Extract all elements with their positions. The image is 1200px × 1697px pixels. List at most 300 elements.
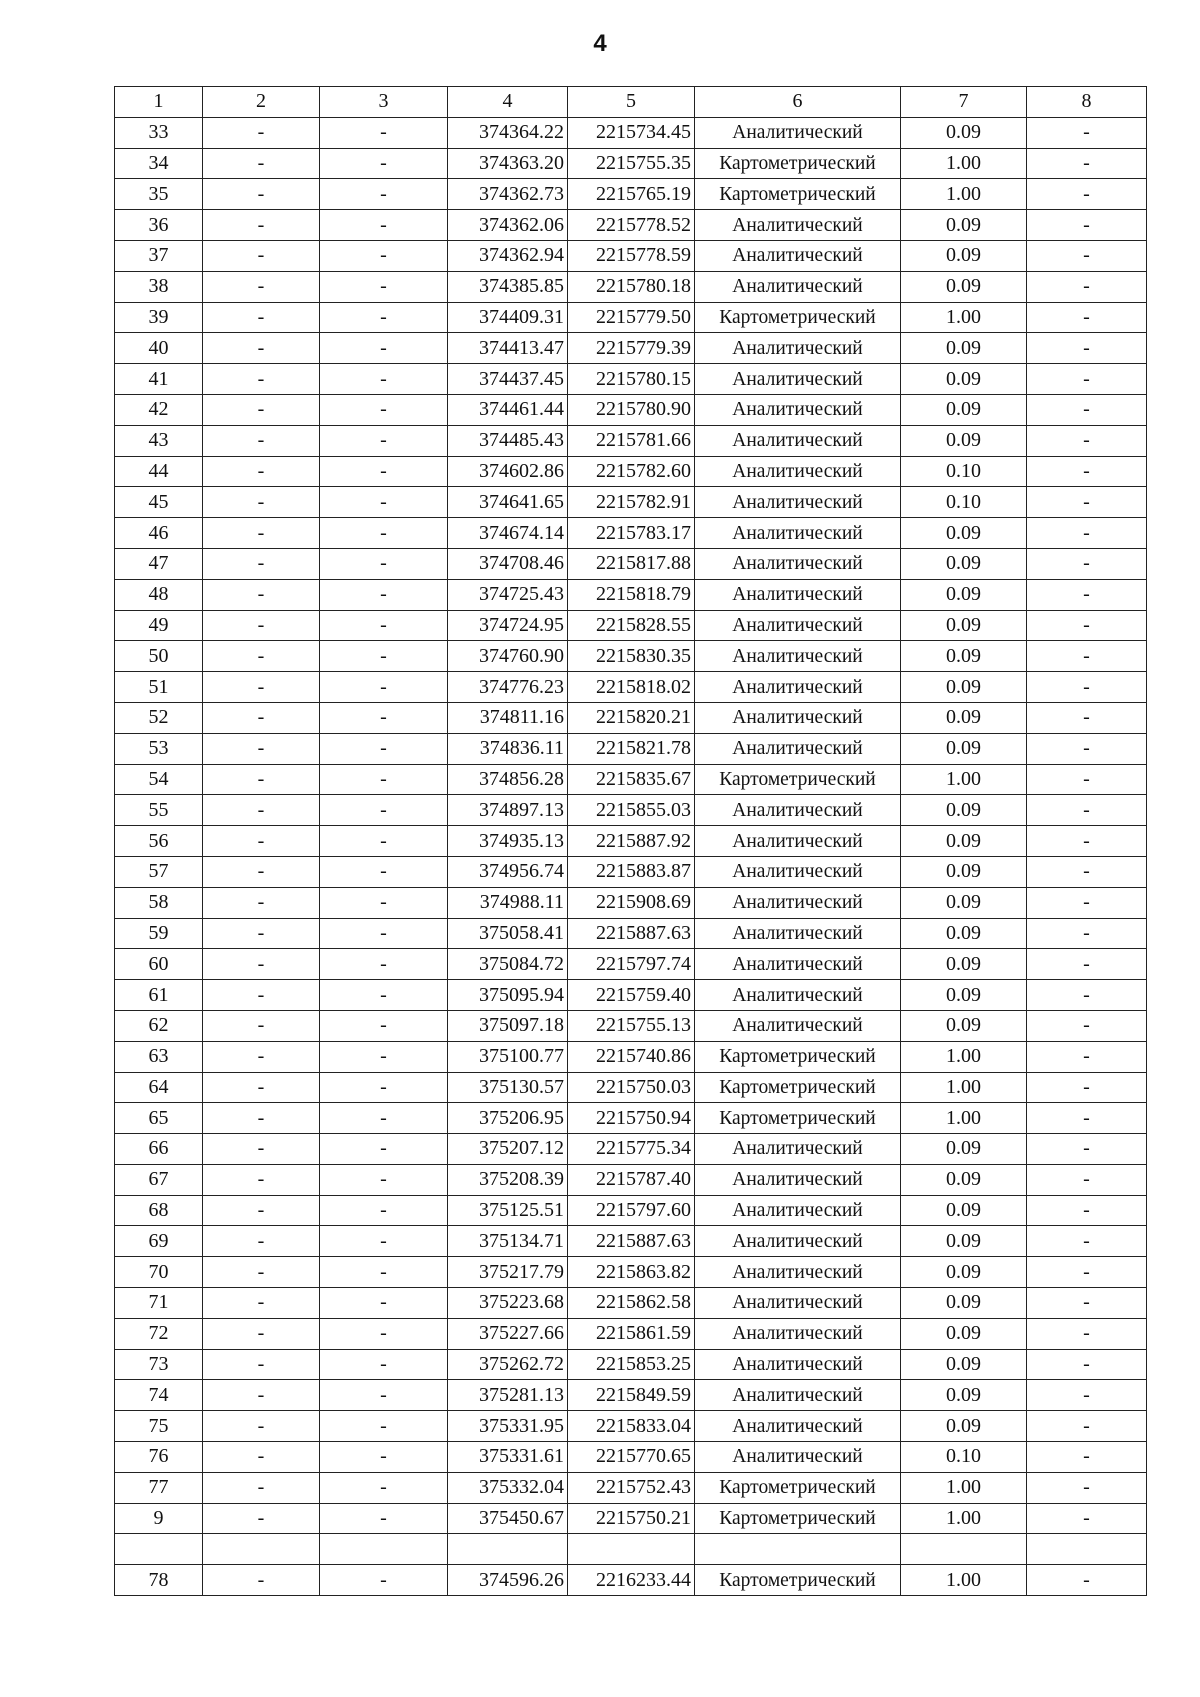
col2-cell: - bbox=[203, 733, 320, 764]
col2-cell: - bbox=[203, 887, 320, 918]
accuracy-cell: 0.09 bbox=[901, 949, 1027, 980]
col3-cell: - bbox=[320, 1349, 448, 1380]
point-number-cell: 62 bbox=[115, 1010, 203, 1041]
method-cell: Аналитический bbox=[695, 1164, 901, 1195]
table-body bbox=[115, 117, 1147, 1595]
y-coordinate-cell: 2215782.60 bbox=[568, 456, 695, 487]
x-coordinate-cell: 374362.06 bbox=[448, 210, 568, 241]
method-cell: Аналитический bbox=[695, 240, 901, 271]
col3-cell: - bbox=[320, 364, 448, 395]
accuracy-cell: 0.09 bbox=[901, 856, 1027, 887]
table-row bbox=[115, 856, 1147, 887]
x-coordinate-cell: 375058.41 bbox=[448, 918, 568, 949]
col3-cell: - bbox=[320, 302, 448, 333]
page-number: 4 bbox=[593, 30, 607, 57]
point-number-cell: 33 bbox=[115, 117, 203, 148]
x-coordinate-cell: 375227.66 bbox=[448, 1318, 568, 1349]
table-row bbox=[115, 117, 1147, 148]
col8-cell: - bbox=[1027, 1472, 1147, 1503]
point-number-cell: 50 bbox=[115, 641, 203, 672]
x-coordinate-cell: 375450.67 bbox=[448, 1503, 568, 1534]
table-row bbox=[115, 302, 1147, 333]
accuracy-cell: 0.09 bbox=[901, 1411, 1027, 1442]
y-coordinate-cell: 2215765.19 bbox=[568, 179, 695, 210]
y-coordinate-cell: 2215783.17 bbox=[568, 518, 695, 549]
x-coordinate-cell: 374409.31 bbox=[448, 302, 568, 333]
col2-cell: - bbox=[203, 240, 320, 271]
col2-cell: - bbox=[203, 1318, 320, 1349]
y-coordinate-cell: 2215734.45 bbox=[568, 117, 695, 148]
table-row bbox=[115, 733, 1147, 764]
col2-cell: - bbox=[203, 1442, 320, 1473]
method-cell: Аналитический bbox=[695, 1134, 901, 1165]
y-coordinate-cell: 2215781.66 bbox=[568, 425, 695, 456]
x-coordinate-cell: 375281.13 bbox=[448, 1380, 568, 1411]
col8-cell: - bbox=[1027, 1442, 1147, 1473]
accuracy-cell: 0.09 bbox=[901, 425, 1027, 456]
x-coordinate-cell: 374362.73 bbox=[448, 179, 568, 210]
accuracy-cell: 0.09 bbox=[901, 1349, 1027, 1380]
x-coordinate-cell: 374897.13 bbox=[448, 795, 568, 826]
point-number-cell: 74 bbox=[115, 1380, 203, 1411]
y-coordinate-cell: 2215883.87 bbox=[568, 856, 695, 887]
y-coordinate-cell: 2215863.82 bbox=[568, 1257, 695, 1288]
col2-cell: - bbox=[203, 764, 320, 795]
col2-cell: - bbox=[203, 1041, 320, 1072]
y-coordinate-cell: 2215830.35 bbox=[568, 641, 695, 672]
col3-cell: - bbox=[320, 702, 448, 733]
table-row bbox=[115, 1411, 1147, 1442]
accuracy-cell: 0.09 bbox=[901, 394, 1027, 425]
col8-cell: - bbox=[1027, 1257, 1147, 1288]
y-coordinate-cell: 2215818.79 bbox=[568, 579, 695, 610]
accuracy-cell: 0.09 bbox=[901, 271, 1027, 302]
col3-cell: - bbox=[320, 826, 448, 857]
y-coordinate-cell: 2215835.67 bbox=[568, 764, 695, 795]
col3-cell: - bbox=[320, 856, 448, 887]
y-coordinate-cell: 2215887.92 bbox=[568, 826, 695, 857]
col2-cell: - bbox=[203, 1226, 320, 1257]
coordinates-table bbox=[114, 86, 1147, 1596]
table-row bbox=[115, 918, 1147, 949]
col3-cell: - bbox=[320, 456, 448, 487]
y-coordinate-cell: 2215787.40 bbox=[568, 1164, 695, 1195]
y-coordinate-cell: 2215797.74 bbox=[568, 949, 695, 980]
method-cell: Аналитический bbox=[695, 887, 901, 918]
y-coordinate-cell: 2215755.13 bbox=[568, 1010, 695, 1041]
x-coordinate-cell: 374776.23 bbox=[448, 672, 568, 703]
method-cell: Аналитический bbox=[695, 1226, 901, 1257]
point-number-cell: 64 bbox=[115, 1072, 203, 1103]
point-number-cell: 43 bbox=[115, 425, 203, 456]
col2-cell: - bbox=[203, 610, 320, 641]
x-coordinate-cell bbox=[448, 1534, 568, 1565]
col8-cell: - bbox=[1027, 1072, 1147, 1103]
col8-cell bbox=[1027, 1534, 1147, 1565]
point-number-cell bbox=[115, 1534, 203, 1565]
x-coordinate-cell: 375217.79 bbox=[448, 1257, 568, 1288]
col8-cell: - bbox=[1027, 487, 1147, 518]
col8-cell: - bbox=[1027, 1164, 1147, 1195]
y-coordinate-cell: 2215821.78 bbox=[568, 733, 695, 764]
col8-cell: - bbox=[1027, 456, 1147, 487]
y-coordinate-cell: 2215778.52 bbox=[568, 210, 695, 241]
accuracy-cell: 1.00 bbox=[901, 1041, 1027, 1072]
col2-cell: - bbox=[203, 518, 320, 549]
x-coordinate-cell: 375125.51 bbox=[448, 1195, 568, 1226]
x-coordinate-cell: 375223.68 bbox=[448, 1288, 568, 1319]
method-cell bbox=[695, 1534, 901, 1565]
col2-cell: - bbox=[203, 1195, 320, 1226]
table-row bbox=[115, 641, 1147, 672]
accuracy-cell: 0.09 bbox=[901, 333, 1027, 364]
method-cell: Аналитический bbox=[695, 117, 901, 148]
method-cell: Аналитический bbox=[695, 333, 901, 364]
point-number-cell: 60 bbox=[115, 949, 203, 980]
y-coordinate-cell: 2215752.43 bbox=[568, 1472, 695, 1503]
col3-cell: - bbox=[320, 1442, 448, 1473]
x-coordinate-cell: 374596.26 bbox=[448, 1565, 568, 1596]
col2-cell: - bbox=[203, 641, 320, 672]
point-number-cell: 47 bbox=[115, 548, 203, 579]
col8-cell: - bbox=[1027, 641, 1147, 672]
accuracy-cell: 0.09 bbox=[901, 518, 1027, 549]
method-cell: Аналитический bbox=[695, 579, 901, 610]
col3-cell: - bbox=[320, 1565, 448, 1596]
x-coordinate-cell: 374674.14 bbox=[448, 518, 568, 549]
col2-cell: - bbox=[203, 1288, 320, 1319]
accuracy-cell: 0.09 bbox=[901, 1195, 1027, 1226]
col8-cell: - bbox=[1027, 826, 1147, 857]
point-number-cell: 67 bbox=[115, 1164, 203, 1195]
method-cell: Аналитический bbox=[695, 949, 901, 980]
col3-cell: - bbox=[320, 333, 448, 364]
col2-cell: - bbox=[203, 394, 320, 425]
col3-cell bbox=[320, 1534, 448, 1565]
y-coordinate-cell: 2215828.55 bbox=[568, 610, 695, 641]
x-coordinate-cell: 375134.71 bbox=[448, 1226, 568, 1257]
x-coordinate-cell: 374364.22 bbox=[448, 117, 568, 148]
x-coordinate-cell: 374602.86 bbox=[448, 456, 568, 487]
col2-cell: - bbox=[203, 333, 320, 364]
table-row bbox=[115, 764, 1147, 795]
method-cell: Аналитический bbox=[695, 1195, 901, 1226]
col8-cell: - bbox=[1027, 1318, 1147, 1349]
point-number-cell: 46 bbox=[115, 518, 203, 549]
accuracy-cell: 0.09 bbox=[901, 795, 1027, 826]
col2-cell: - bbox=[203, 456, 320, 487]
y-coordinate-cell: 2215853.25 bbox=[568, 1349, 695, 1380]
col3-cell: - bbox=[320, 980, 448, 1011]
point-number-cell: 52 bbox=[115, 702, 203, 733]
col3-cell: - bbox=[320, 764, 448, 795]
x-coordinate-cell: 374956.74 bbox=[448, 856, 568, 887]
x-coordinate-cell: 375262.72 bbox=[448, 1349, 568, 1380]
x-coordinate-cell: 374811.16 bbox=[448, 702, 568, 733]
point-number-cell: 54 bbox=[115, 764, 203, 795]
table-row bbox=[115, 518, 1147, 549]
table-row bbox=[115, 179, 1147, 210]
column-header: 5 bbox=[568, 87, 695, 118]
accuracy-cell: 0.10 bbox=[901, 1442, 1027, 1473]
table-row bbox=[115, 610, 1147, 641]
method-cell: Аналитический bbox=[695, 1442, 901, 1473]
col3-cell: - bbox=[320, 918, 448, 949]
col2-cell: - bbox=[203, 1349, 320, 1380]
method-cell: Аналитический bbox=[695, 672, 901, 703]
col8-cell: - bbox=[1027, 579, 1147, 610]
col8-cell: - bbox=[1027, 425, 1147, 456]
x-coordinate-cell: 374363.20 bbox=[448, 148, 568, 179]
point-number-cell: 69 bbox=[115, 1226, 203, 1257]
col3-cell: - bbox=[320, 1010, 448, 1041]
accuracy-cell: 0.09 bbox=[901, 117, 1027, 148]
col8-cell: - bbox=[1027, 1195, 1147, 1226]
method-cell: Картометрический bbox=[695, 764, 901, 795]
point-number-cell: 58 bbox=[115, 887, 203, 918]
col3-cell: - bbox=[320, 1380, 448, 1411]
col3-cell: - bbox=[320, 1226, 448, 1257]
point-number-cell: 34 bbox=[115, 148, 203, 179]
table-row bbox=[115, 795, 1147, 826]
col8-cell: - bbox=[1027, 918, 1147, 949]
col3-cell: - bbox=[320, 1134, 448, 1165]
col3-cell: - bbox=[320, 641, 448, 672]
point-number-cell: 35 bbox=[115, 179, 203, 210]
col3-cell: - bbox=[320, 487, 448, 518]
col2-cell: - bbox=[203, 548, 320, 579]
point-number-cell: 56 bbox=[115, 826, 203, 857]
method-cell: Аналитический bbox=[695, 918, 901, 949]
table-row bbox=[115, 1226, 1147, 1257]
col8-cell: - bbox=[1027, 1041, 1147, 1072]
x-coordinate-cell: 374461.44 bbox=[448, 394, 568, 425]
method-cell: Аналитический bbox=[695, 1411, 901, 1442]
col3-cell: - bbox=[320, 148, 448, 179]
col8-cell: - bbox=[1027, 271, 1147, 302]
method-cell: Картометрический bbox=[695, 1072, 901, 1103]
point-number-cell: 44 bbox=[115, 456, 203, 487]
table-row bbox=[115, 333, 1147, 364]
col8-cell: - bbox=[1027, 949, 1147, 980]
col3-cell: - bbox=[320, 949, 448, 980]
y-coordinate-cell: 2215759.40 bbox=[568, 980, 695, 1011]
method-cell: Картометрический bbox=[695, 1103, 901, 1134]
x-coordinate-cell: 375331.95 bbox=[448, 1411, 568, 1442]
col8-cell: - bbox=[1027, 1349, 1147, 1380]
col3-cell: - bbox=[320, 1072, 448, 1103]
accuracy-cell: 0.09 bbox=[901, 1010, 1027, 1041]
table-row bbox=[115, 1534, 1147, 1565]
accuracy-cell: 0.09 bbox=[901, 240, 1027, 271]
point-number-cell: 39 bbox=[115, 302, 203, 333]
y-coordinate-cell: 2215855.03 bbox=[568, 795, 695, 826]
method-cell: Аналитический bbox=[695, 425, 901, 456]
accuracy-cell: 0.09 bbox=[901, 826, 1027, 857]
table-row bbox=[115, 702, 1147, 733]
table-row bbox=[115, 1380, 1147, 1411]
column-header: 2 bbox=[203, 87, 320, 118]
col8-cell: - bbox=[1027, 364, 1147, 395]
method-cell: Аналитический bbox=[695, 456, 901, 487]
col2-cell: - bbox=[203, 826, 320, 857]
y-coordinate-cell: 2215817.88 bbox=[568, 548, 695, 579]
col3-cell: - bbox=[320, 610, 448, 641]
accuracy-cell: 1.00 bbox=[901, 148, 1027, 179]
y-coordinate-cell: 2215887.63 bbox=[568, 1226, 695, 1257]
column-header: 1 bbox=[115, 87, 203, 118]
table-row bbox=[115, 1257, 1147, 1288]
col2-cell: - bbox=[203, 1380, 320, 1411]
col8-cell: - bbox=[1027, 1288, 1147, 1319]
col8-cell: - bbox=[1027, 1226, 1147, 1257]
x-coordinate-cell: 374725.43 bbox=[448, 579, 568, 610]
col3-cell: - bbox=[320, 1041, 448, 1072]
accuracy-cell: 0.09 bbox=[901, 1288, 1027, 1319]
accuracy-cell: 0.09 bbox=[901, 1226, 1027, 1257]
accuracy-cell: 0.09 bbox=[901, 1380, 1027, 1411]
x-coordinate-cell: 375208.39 bbox=[448, 1164, 568, 1195]
y-coordinate-cell: 2215780.90 bbox=[568, 394, 695, 425]
table-row bbox=[115, 949, 1147, 980]
accuracy-cell: 0.09 bbox=[901, 980, 1027, 1011]
method-cell: Аналитический bbox=[695, 1010, 901, 1041]
method-cell: Аналитический bbox=[695, 610, 901, 641]
table-row bbox=[115, 1134, 1147, 1165]
col3-cell: - bbox=[320, 518, 448, 549]
accuracy-cell: 0.09 bbox=[901, 702, 1027, 733]
accuracy-cell: 1.00 bbox=[901, 1103, 1027, 1134]
point-number-cell: 68 bbox=[115, 1195, 203, 1226]
accuracy-cell: 0.09 bbox=[901, 641, 1027, 672]
method-cell: Аналитический bbox=[695, 1380, 901, 1411]
table-row bbox=[115, 240, 1147, 271]
table-row bbox=[115, 826, 1147, 857]
point-number-cell: 59 bbox=[115, 918, 203, 949]
col8-cell: - bbox=[1027, 1134, 1147, 1165]
point-number-cell: 71 bbox=[115, 1288, 203, 1319]
x-coordinate-cell: 375097.18 bbox=[448, 1010, 568, 1041]
accuracy-cell: 0.09 bbox=[901, 579, 1027, 610]
table-row bbox=[115, 1164, 1147, 1195]
point-number-cell: 42 bbox=[115, 394, 203, 425]
x-coordinate-cell: 374437.45 bbox=[448, 364, 568, 395]
point-number-cell: 37 bbox=[115, 240, 203, 271]
col3-cell: - bbox=[320, 240, 448, 271]
y-coordinate-cell: 2215833.04 bbox=[568, 1411, 695, 1442]
y-coordinate-cell: 2215775.34 bbox=[568, 1134, 695, 1165]
col3-cell: - bbox=[320, 394, 448, 425]
x-coordinate-cell: 374413.47 bbox=[448, 333, 568, 364]
col8-cell: - bbox=[1027, 1565, 1147, 1596]
col8-cell: - bbox=[1027, 518, 1147, 549]
col3-cell: - bbox=[320, 425, 448, 456]
method-cell: Картометрический bbox=[695, 1503, 901, 1534]
point-number-cell: 63 bbox=[115, 1041, 203, 1072]
col3-cell: - bbox=[320, 795, 448, 826]
table-row bbox=[115, 210, 1147, 241]
col2-cell: - bbox=[203, 117, 320, 148]
table-row bbox=[115, 1442, 1147, 1473]
col2-cell: - bbox=[203, 1257, 320, 1288]
col3-cell: - bbox=[320, 1411, 448, 1442]
x-coordinate-cell: 374836.11 bbox=[448, 733, 568, 764]
y-coordinate-cell: 2215862.58 bbox=[568, 1288, 695, 1319]
y-coordinate-cell: 2215849.59 bbox=[568, 1380, 695, 1411]
method-cell: Аналитический bbox=[695, 518, 901, 549]
col8-cell: - bbox=[1027, 887, 1147, 918]
method-cell: Картометрический bbox=[695, 179, 901, 210]
col3-cell: - bbox=[320, 1257, 448, 1288]
accuracy-cell: 0.09 bbox=[901, 733, 1027, 764]
y-coordinate-cell: 2215782.91 bbox=[568, 487, 695, 518]
y-coordinate-cell: 2215778.59 bbox=[568, 240, 695, 271]
accuracy-cell: 1.00 bbox=[901, 1565, 1027, 1596]
col2-cell: - bbox=[203, 210, 320, 241]
col2-cell: - bbox=[203, 302, 320, 333]
y-coordinate-cell: 2215740.86 bbox=[568, 1041, 695, 1072]
table-row bbox=[115, 1195, 1147, 1226]
col8-cell: - bbox=[1027, 980, 1147, 1011]
col8-cell: - bbox=[1027, 148, 1147, 179]
method-cell: Аналитический bbox=[695, 1318, 901, 1349]
x-coordinate-cell: 374935.13 bbox=[448, 826, 568, 857]
y-coordinate-cell: 2215779.50 bbox=[568, 302, 695, 333]
column-header: 6 bbox=[695, 87, 901, 118]
x-coordinate-cell: 375130.57 bbox=[448, 1072, 568, 1103]
point-number-cell: 40 bbox=[115, 333, 203, 364]
col2-cell: - bbox=[203, 672, 320, 703]
point-number-cell: 41 bbox=[115, 364, 203, 395]
method-cell: Аналитический bbox=[695, 702, 901, 733]
col2-cell: - bbox=[203, 702, 320, 733]
method-cell: Картометрический bbox=[695, 1565, 901, 1596]
y-coordinate-cell: 2215861.59 bbox=[568, 1318, 695, 1349]
accuracy-cell: 1.00 bbox=[901, 764, 1027, 795]
col8-cell: - bbox=[1027, 764, 1147, 795]
col3-cell: - bbox=[320, 887, 448, 918]
table-row bbox=[115, 364, 1147, 395]
point-number-cell: 38 bbox=[115, 271, 203, 302]
table-row bbox=[115, 887, 1147, 918]
method-cell: Аналитический bbox=[695, 980, 901, 1011]
accuracy-cell: 0.09 bbox=[901, 672, 1027, 703]
col8-cell: - bbox=[1027, 179, 1147, 210]
table-row bbox=[115, 271, 1147, 302]
col2-cell bbox=[203, 1534, 320, 1565]
point-number-cell: 65 bbox=[115, 1103, 203, 1134]
table-row bbox=[115, 1288, 1147, 1319]
y-coordinate-cell bbox=[568, 1534, 695, 1565]
table-row bbox=[115, 148, 1147, 179]
table-row bbox=[115, 487, 1147, 518]
method-cell: Аналитический bbox=[695, 487, 901, 518]
accuracy-cell: 1.00 bbox=[901, 1472, 1027, 1503]
point-number-cell: 9 bbox=[115, 1503, 203, 1534]
method-cell: Картометрический bbox=[695, 1041, 901, 1072]
col3-cell: - bbox=[320, 1503, 448, 1534]
col8-cell: - bbox=[1027, 672, 1147, 703]
x-coordinate-cell: 374641.65 bbox=[448, 487, 568, 518]
x-coordinate-cell: 375100.77 bbox=[448, 1041, 568, 1072]
x-coordinate-cell: 375095.94 bbox=[448, 980, 568, 1011]
point-number-cell: 76 bbox=[115, 1442, 203, 1473]
method-cell: Аналитический bbox=[695, 795, 901, 826]
table-row bbox=[115, 980, 1147, 1011]
table-row bbox=[115, 1349, 1147, 1380]
method-cell: Аналитический bbox=[695, 394, 901, 425]
col3-cell: - bbox=[320, 117, 448, 148]
